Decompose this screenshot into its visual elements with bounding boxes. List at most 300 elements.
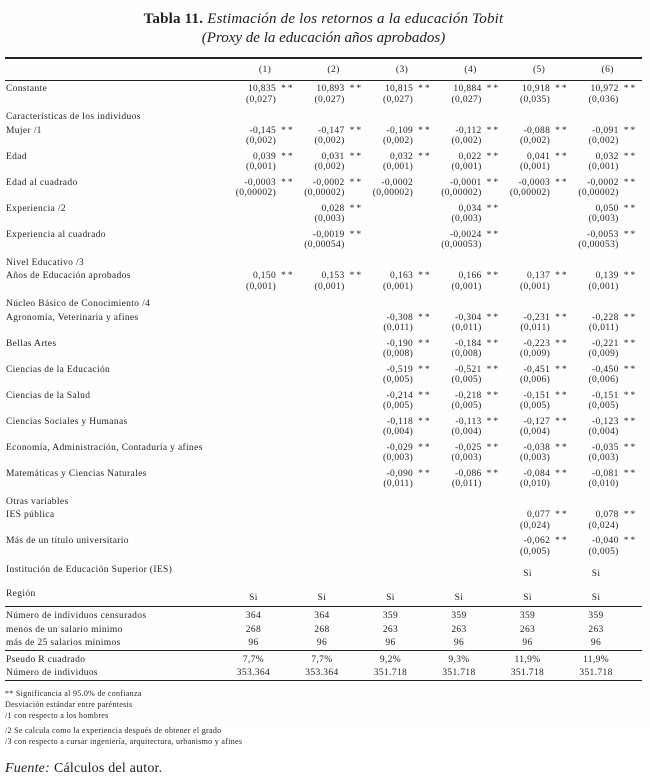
stderr-value — [299, 453, 344, 466]
stderr-value: (0,003) — [588, 453, 619, 463]
row-label-empty — [5, 188, 231, 201]
stars-empty — [619, 453, 642, 466]
coef-value: -0,038 — [523, 442, 551, 453]
significance-stars: ** — [349, 203, 364, 214]
table-title-text: Estimación de los retornos a la educación Tobit — [207, 11, 504, 27]
stars-empty — [345, 282, 368, 295]
stars-empty — [482, 479, 505, 492]
summary-value — [231, 559, 276, 583]
stderr-value — [299, 349, 344, 362]
coef-value: 10,918 — [521, 84, 551, 94]
significance-stars — [276, 227, 299, 241]
significance-stars: ** — [555, 84, 569, 94]
column-header: (1) — [231, 58, 300, 81]
column-header: (2) — [299, 58, 368, 81]
column-header: (3) — [368, 58, 437, 81]
section-row — [5, 253, 642, 269]
stars-empty — [413, 188, 436, 201]
source-label: Fuente: — [5, 760, 50, 776]
stderr-value: (0,001) — [520, 281, 551, 292]
footnote-significance: ** Significancia al 95.0% de confianza — [5, 688, 142, 698]
row-label: más de 25 salarios mínimos — [6, 638, 121, 648]
stderr-value: (0,001) — [245, 281, 277, 292]
row-label-empty — [5, 214, 231, 227]
stars-empty — [482, 623, 505, 637]
row-label: Economía, Administración, Contaduría y afines — [6, 442, 203, 453]
stars-empty — [413, 282, 436, 295]
stderr-value: (0,011) — [383, 479, 414, 489]
stars-empty — [482, 240, 505, 253]
row-label: Más de un título universitario — [6, 536, 129, 546]
stars-empty — [345, 666, 368, 680]
significance-stars: ** — [281, 125, 295, 136]
row-label: Años de Educación aprobados — [6, 271, 131, 281]
coef-value: -0,113 — [455, 416, 482, 427]
stars-empty — [413, 323, 436, 336]
coef-value — [231, 466, 276, 480]
stderr-value: (0,027) — [451, 94, 482, 105]
stars-empty — [413, 636, 436, 650]
summary-value: 96 — [316, 638, 328, 648]
stderr-value — [299, 427, 344, 440]
significance-stars: ** — [623, 271, 638, 281]
significance-stars: ** — [486, 442, 501, 453]
row-label-empty — [5, 479, 231, 492]
coefficient-row — [5, 466, 642, 480]
stars-empty — [482, 95, 505, 108]
coef-value: -0,118 — [386, 416, 414, 427]
stars-empty — [550, 375, 573, 388]
stars-empty — [550, 583, 573, 607]
stderr-value: (0,002) — [451, 136, 482, 146]
source-text: Cálculos del autor. — [53, 760, 163, 776]
stderr-value: (0,00002) — [235, 188, 277, 198]
stars-empty — [276, 427, 299, 440]
stderr-row — [5, 95, 642, 108]
summary-value: 96 — [590, 638, 602, 648]
stars-empty — [550, 401, 573, 414]
coefficient-row — [5, 201, 642, 215]
coefficient-row — [5, 175, 642, 189]
stderr-value: (0,024) — [520, 520, 551, 531]
stderr-value: (0,027) — [314, 94, 345, 105]
significance-stars — [276, 507, 299, 521]
stars-empty — [619, 162, 642, 175]
significance-stars — [345, 336, 368, 350]
stars-empty — [550, 559, 573, 583]
stderr-value — [231, 479, 276, 492]
stderr-row — [5, 188, 642, 201]
summary-value: 353.364 — [236, 668, 271, 678]
stars-empty — [619, 136, 642, 149]
stars-empty — [276, 214, 299, 227]
significance-stars: ** — [555, 125, 569, 136]
stderr-value — [231, 521, 276, 534]
stars-empty — [413, 547, 436, 560]
significance-stars — [345, 440, 368, 454]
stars-empty — [345, 559, 368, 583]
stderr-value — [299, 401, 344, 414]
coefficient-row — [5, 533, 642, 547]
stars-empty — [413, 162, 436, 175]
stars-empty — [276, 607, 299, 623]
coef-value: -0,223 — [523, 338, 551, 349]
stars-empty — [619, 650, 642, 666]
summary-value: Si — [523, 592, 532, 603]
significance-stars — [276, 440, 299, 454]
stars-empty — [550, 188, 573, 201]
stderr-value — [231, 375, 276, 388]
stars-empty — [482, 650, 505, 666]
coef-value: -0,0002 — [312, 177, 345, 188]
stderr-value: (0,009) — [520, 349, 551, 359]
significance-stars — [276, 533, 299, 547]
stderr-value — [368, 214, 413, 227]
stars-empty — [276, 162, 299, 175]
stderr-value: (0,004) — [451, 427, 482, 437]
footnote-2: /2 Se calcula como la experiencia después de obtener el grado — [5, 725, 222, 735]
stars-empty — [482, 559, 505, 583]
column-header: (5) — [505, 58, 574, 81]
summary-value: 364 — [299, 607, 344, 623]
stars-empty — [482, 188, 505, 201]
stderr-row — [5, 214, 642, 227]
stderr-value — [299, 547, 344, 560]
significance-stars — [276, 336, 299, 350]
significance-stars: ** — [623, 442, 638, 453]
stars-empty — [345, 349, 368, 362]
summary-row — [5, 607, 642, 623]
stars-empty — [276, 453, 299, 466]
stderr-row — [5, 375, 642, 388]
stderr-value: (0,024) — [588, 520, 619, 531]
stderr-value: (0,00002) — [578, 188, 619, 198]
significance-stars: ** — [555, 442, 569, 453]
stars-empty — [345, 188, 368, 201]
stars-empty — [550, 547, 573, 560]
stars-empty — [482, 607, 505, 623]
coefficient-row — [5, 336, 642, 350]
significance-stars — [413, 533, 436, 547]
stars-empty — [482, 162, 505, 175]
stderr-value — [505, 240, 550, 253]
stars-empty — [345, 427, 368, 440]
stars-empty — [413, 136, 436, 149]
stars-empty — [413, 623, 436, 637]
summary-value: 353.364 — [305, 668, 339, 678]
section-label: Otras variables — [6, 496, 69, 507]
row-label: Ciencias Sociales y Humanas — [6, 416, 128, 427]
row-label-empty — [5, 95, 231, 108]
row-label: Bellas Artes — [6, 338, 57, 349]
stars-empty — [345, 240, 368, 253]
stderr-value — [231, 401, 276, 414]
stars-empty — [550, 162, 573, 175]
coef-value: -0,127 — [523, 416, 551, 427]
coef-value: 0,041 — [527, 151, 551, 162]
significance-stars: ** — [555, 177, 569, 188]
significance-stars: ** — [555, 312, 569, 323]
coef-value: 0,163 — [390, 271, 414, 281]
stderr-value — [299, 323, 344, 336]
significance-stars: ** — [486, 338, 501, 349]
stderr-value: (0,003) — [314, 214, 345, 224]
significance-stars: ** — [623, 177, 638, 188]
stderr-value: (0,001) — [382, 281, 414, 292]
significance-stars — [345, 388, 368, 402]
coef-value — [231, 507, 276, 521]
significance-stars: ** — [418, 151, 432, 162]
stderr-row — [5, 521, 642, 534]
section-row — [5, 294, 642, 310]
significance-stars: ** — [486, 416, 501, 427]
summary-value: 96 — [248, 638, 259, 648]
stderr-value: (0,008) — [382, 349, 414, 359]
coef-value — [299, 310, 344, 324]
stderr-row — [5, 240, 642, 253]
row-label-empty — [5, 375, 231, 388]
summary-value: 96 — [385, 638, 396, 648]
stderr-value: (0,005) — [451, 375, 482, 385]
significance-stars: ** — [349, 84, 364, 94]
stars-empty — [482, 214, 505, 227]
stderr-value: (0,027) — [382, 94, 414, 105]
coef-value: -0,084 — [523, 468, 551, 479]
stderr-value — [436, 547, 481, 560]
column-header: (4) — [436, 58, 505, 81]
coef-value: 0,034 — [458, 203, 482, 214]
significance-stars — [345, 310, 368, 324]
row-label: Constante — [6, 84, 48, 94]
stars-empty — [482, 547, 505, 560]
significance-stars: ** — [623, 203, 638, 214]
section-label: Núcleo Básico de Conocimiento /4 — [6, 299, 151, 309]
significance-stars: ** — [486, 151, 501, 162]
stars-empty — [550, 427, 573, 440]
summary-row — [5, 559, 642, 583]
coefficient-row — [5, 414, 642, 428]
stderr-value — [231, 547, 276, 560]
coef-value — [231, 414, 276, 428]
summary-value: Si — [386, 592, 395, 603]
stars-empty — [345, 650, 368, 666]
stars-empty — [619, 583, 642, 607]
stderr-value: (0,003) — [451, 214, 482, 224]
coefficient-row — [5, 440, 642, 454]
significance-stars — [345, 414, 368, 428]
coef-value: -0,0001 — [449, 177, 482, 188]
row-label: Número de individuos censurados — [5, 607, 231, 623]
stars-empty — [413, 607, 436, 623]
coef-value: 0,032 — [595, 151, 619, 162]
significance-stars: ** — [486, 468, 501, 479]
coef-value — [231, 533, 276, 547]
stars-empty — [413, 214, 436, 227]
stderr-row — [5, 453, 642, 466]
stars-empty — [413, 666, 436, 680]
significance-stars: ** — [418, 416, 432, 427]
summary-value: 268 — [314, 624, 330, 635]
stderr-value: (0,005) — [520, 546, 551, 557]
row-label: Experiencia al cuadrado — [6, 229, 106, 240]
stderr-value: (0,00002) — [441, 188, 482, 198]
coef-value: 0,153 — [321, 271, 345, 281]
coef-value: -0,450 — [592, 364, 619, 375]
row-label: Ciencias de la Educación — [6, 364, 111, 375]
stderr-value: (0,011) — [588, 323, 619, 333]
significance-stars — [345, 362, 368, 376]
coefficient-row — [5, 310, 642, 324]
stars-empty — [482, 323, 505, 336]
coef-value: -0,151 — [523, 390, 551, 401]
significance-stars — [345, 533, 368, 547]
coef-value: 10,815 — [384, 84, 414, 94]
stars-empty — [276, 188, 299, 201]
stars-empty — [482, 453, 505, 466]
significance-stars: ** — [555, 536, 569, 546]
stars-empty — [276, 240, 299, 253]
coef-value — [231, 362, 276, 376]
summary-value: Si — [591, 569, 601, 579]
coef-value — [299, 336, 344, 350]
coef-value — [368, 201, 413, 215]
stars-empty — [413, 559, 436, 583]
coef-value: -0,090 — [386, 468, 414, 479]
coef-value: -0,0002 — [586, 177, 619, 188]
stderr-value: (0,00002) — [304, 188, 345, 198]
stars-empty — [482, 666, 505, 680]
summary-value: 263 — [451, 624, 467, 635]
coef-value: -0,228 — [592, 312, 619, 323]
stars-empty — [276, 521, 299, 534]
stars-empty — [619, 636, 642, 650]
stars-empty — [413, 375, 436, 388]
summary-row — [5, 623, 642, 637]
coef-value — [231, 388, 276, 402]
stderr-value: (0,036) — [588, 94, 619, 105]
column-header: (6) — [573, 58, 642, 81]
stars-empty — [276, 375, 299, 388]
coefficient-row — [5, 123, 642, 137]
stars-empty — [276, 666, 299, 680]
summary-value: 268 — [245, 624, 262, 635]
significance-stars — [413, 175, 436, 189]
stderr-value: (0,010) — [588, 479, 619, 489]
stars-empty — [482, 282, 505, 295]
row-label-empty — [5, 401, 231, 414]
row-label: Institución de Educación Superior (IES) — [6, 565, 173, 575]
stars-empty — [619, 547, 642, 560]
stars-empty — [345, 453, 368, 466]
significance-stars: ** — [281, 84, 295, 94]
stars-empty — [276, 323, 299, 336]
significance-stars: ** — [555, 510, 569, 520]
row-label: Matemáticas y Ciencias Naturales — [6, 468, 147, 479]
coef-value: -0,062 — [523, 536, 551, 546]
coef-value: 0,050 — [595, 203, 619, 214]
significance-stars — [276, 201, 299, 215]
stars-empty — [413, 479, 436, 492]
stderr-value: (0,008) — [451, 349, 482, 359]
stars-empty — [550, 323, 573, 336]
stars-empty — [619, 521, 642, 534]
stderr-value — [231, 349, 276, 362]
stars-empty — [276, 401, 299, 414]
stars-empty — [619, 95, 642, 108]
stars-empty — [619, 427, 642, 440]
coef-value: 10,884 — [453, 84, 482, 94]
stderr-value: (0,035) — [520, 94, 551, 105]
stars-empty — [482, 521, 505, 534]
stars-empty — [619, 607, 642, 623]
stars-empty — [345, 401, 368, 414]
coef-value: -0,145 — [249, 125, 277, 136]
stderr-value: (0,005) — [382, 375, 414, 385]
coef-value — [368, 227, 413, 241]
stars-empty — [345, 323, 368, 336]
summary-value: 96 — [453, 638, 465, 648]
coef-value: 0,031 — [321, 151, 345, 162]
coef-value — [299, 388, 344, 402]
summary-value: 11,9% — [505, 650, 550, 666]
significance-stars: ** — [623, 151, 638, 162]
summary-value: 96 — [522, 638, 533, 648]
stars-empty — [276, 282, 299, 295]
significance-stars: ** — [555, 271, 569, 281]
stars-empty — [276, 623, 299, 637]
stderr-value: (0,004) — [588, 427, 619, 437]
row-label-empty — [5, 240, 231, 253]
stars-empty — [550, 214, 573, 227]
coef-value: 10,972 — [590, 84, 619, 94]
stderr-value: (0,001) — [382, 162, 414, 172]
footnote-1: /1 con respecto a los hombres — [5, 710, 109, 720]
coef-value: -0,025 — [455, 442, 482, 453]
stars-empty — [619, 401, 642, 414]
coef-value: -0,214 — [386, 390, 414, 401]
stderr-value: (0,011) — [451, 323, 482, 333]
coef-value: -0,184 — [455, 338, 482, 349]
significance-stars: ** — [555, 338, 569, 349]
coef-value: -0,519 — [386, 364, 414, 375]
stars-empty — [345, 623, 368, 637]
significance-stars: ** — [623, 510, 638, 520]
corner-cell — [5, 58, 231, 81]
summary-value: Si — [454, 592, 464, 603]
stars-empty — [413, 95, 436, 108]
row-label: Mujer /1 — [6, 125, 42, 136]
stderr-value — [368, 521, 413, 534]
significance-stars: ** — [418, 271, 432, 281]
coef-value — [231, 310, 276, 324]
stars-empty — [345, 95, 368, 108]
stars-empty — [413, 521, 436, 534]
summary-value: 359 — [368, 607, 413, 623]
significance-stars — [482, 507, 505, 521]
stars-empty — [482, 136, 505, 149]
stars-empty — [345, 607, 368, 623]
summary-value: Si — [523, 569, 532, 579]
row-label: Ciencias de la Salud — [6, 390, 91, 401]
stars-empty — [413, 401, 436, 414]
significance-stars: ** — [623, 416, 638, 427]
coef-value: -0,151 — [592, 390, 619, 401]
section-label: Características de los individuos — [6, 112, 141, 122]
stderr-value: (0,00054) — [304, 240, 345, 250]
significance-stars: ** — [486, 125, 501, 136]
significance-stars: ** — [555, 468, 569, 479]
stars-empty — [413, 240, 436, 253]
